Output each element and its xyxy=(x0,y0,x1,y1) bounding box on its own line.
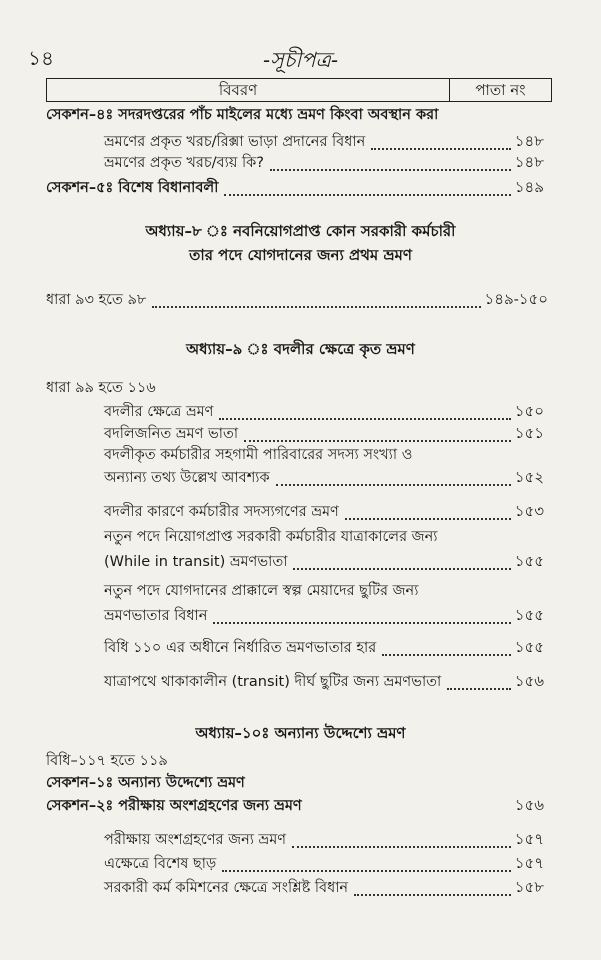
entry-text: বদলিজনিত ভ্রমণ ভাতা xyxy=(104,426,239,442)
entry-page: ১৫৬ xyxy=(514,796,544,814)
dot-leader xyxy=(219,418,510,420)
toc-entry xyxy=(104,604,544,629)
entry-page: ১৫৩ xyxy=(514,502,544,520)
entry-text: ভ্রমণের প্রকৃত খরচ/ব্যয় কি? xyxy=(104,155,264,171)
dot-leader xyxy=(244,440,511,442)
running-head: -সূচীপত্র- xyxy=(262,48,339,72)
entry-page: ১৫০ xyxy=(514,402,544,420)
toc-entry xyxy=(104,636,544,661)
chapter-8-title-line2: তার পদে যোগদানের জন্য প্রথম ভ্রমণ xyxy=(189,246,412,264)
toc-entry xyxy=(104,550,544,575)
entry-text: ভ্রমণের প্রকৃত খরচ/রিক্সা ভাড়া প্রদানের বিধান xyxy=(104,134,366,150)
entry-text-line2: অন্যান্য তথ্য উল্লেখ আবশ্যক xyxy=(104,470,270,486)
page-number: ১৪ xyxy=(28,46,54,70)
dot-leader xyxy=(222,870,511,872)
entry-text: সেকশন–৫ঃ বিশেষ বিধানাবলী xyxy=(46,180,219,196)
entry-page: ১৪৮ xyxy=(514,153,544,171)
dot-leader xyxy=(447,688,510,690)
dot-leader xyxy=(293,568,510,570)
entry-text-line1: নতুন পদে যোগদানের প্রাক্কালে স্বল্প মেয়াদের ছুটির জন্য xyxy=(104,583,419,599)
toc-entry xyxy=(104,670,544,695)
entry-page: ১৫৮ xyxy=(514,878,544,896)
header-page-no: পাতা নং xyxy=(475,81,526,99)
toc-entry xyxy=(104,466,544,491)
toc-entry xyxy=(104,500,544,525)
entry-text: সেকশন–২ঃ পরীক্ষায় অংশগ্রহণের জন্য ভ্রমণ xyxy=(46,798,302,814)
chapter-10-range: বিধি–১১৭ হতে ১১৯ xyxy=(46,753,168,769)
dot-leader xyxy=(292,846,511,848)
toc-header-table xyxy=(46,78,552,102)
entry-page: ১৫৫ xyxy=(514,552,544,570)
entry-text-line1: নতুন পদে নিয়োগপ্রাপ্ত সরকারী কর্মচারীর যাত্রাকালের জন্য xyxy=(104,529,438,545)
dot-leader xyxy=(270,169,511,171)
entry-page: ১৫৬ xyxy=(514,672,544,690)
entry-page: ১৪৯ xyxy=(514,178,544,196)
entry-page: ১৫৭ xyxy=(514,830,544,848)
entry-page: ১৫১ xyxy=(514,424,544,442)
dot-leader xyxy=(345,518,511,520)
entry-page: ১৪৮ xyxy=(514,132,544,150)
dot-leader xyxy=(354,894,511,896)
entry-text: বিধি ১১০ এর অধীনে নির্ধারিত ভ্রমণভাতার হার xyxy=(104,640,377,656)
section-4-title: সেকশন–৪ঃ সদরদপ্তরের পাঁচ মাইলের মধ্যে ভ্রমণ কিংবা অবস্থান করা xyxy=(46,107,439,123)
dot-leader xyxy=(152,306,480,308)
entry-text: ধারা ৯৩ হতে ৯৮ xyxy=(46,292,147,308)
toc-entry xyxy=(104,852,544,877)
toc-entry xyxy=(104,876,544,901)
chapter-10-section-2-entry xyxy=(46,794,544,819)
section-5-entry xyxy=(46,176,544,201)
entry-text-line2: (While in transit) ভ্রমণভাতা xyxy=(104,554,288,570)
chapter-9-title: অধ্যায়–৯ ঃ বদলীর ক্ষেত্রে কৃত ভ্রমণ xyxy=(186,340,415,358)
entry-text: সরকারী কর্ম কমিশনের ক্ষেত্রে সংশ্লিষ্ট বিধান xyxy=(104,880,349,896)
entry-text: বদলীর কারণে কর্মচারীর সদস্যগণের ভ্রমণ xyxy=(104,504,339,520)
entry-text: যাত্রাপথে থাকাকালীন (transit) দীর্ঘ ছুটির জন্য ভ্রমণভাতা xyxy=(104,674,442,690)
entry-page: ১৫৭ xyxy=(514,854,544,872)
entry-page: ১৫৫ xyxy=(514,606,544,624)
entry-text: এক্ষেত্রে বিশেষ ছাড় xyxy=(104,856,217,872)
chapter-8-range-entry xyxy=(46,288,548,313)
entry-page: ১৪৯-১৫০ xyxy=(484,290,548,308)
chapter-9-range: ধারা ৯৯ হতে ১১৬ xyxy=(46,380,156,396)
chapter-8-title-line1: অধ্যায়–৮ ঃ নবনিয়োগপ্রাপ্ত কোন সরকারী কর্মচারী xyxy=(145,222,456,240)
toc-entry xyxy=(104,151,544,176)
entry-text: পরীক্ষায় অংশগ্রহণের জন্য ভ্রমণ xyxy=(104,832,287,848)
dot-leader xyxy=(224,194,510,196)
entry-text: বদলীর ক্ষেত্রে ভ্রমণ xyxy=(104,404,214,420)
header-description: বিবরণ xyxy=(47,79,450,101)
blank-leader xyxy=(308,812,511,814)
dot-leader xyxy=(371,148,511,150)
entry-text-line1: বদলীকৃত কর্মচারীর সহগামী পারিবারের সদস্য সংখ্যা ও xyxy=(104,447,413,463)
chapter-10-title: অধ্যায়–১০ঃ অন্যান্য উদ্দেশ্যে ভ্রমণ xyxy=(195,724,406,742)
entry-text-line2: ভ্রমণভাতার বিধান xyxy=(104,608,208,624)
entry-page: ১৫২ xyxy=(514,468,544,486)
dot-leader xyxy=(382,654,511,656)
chapter-10-section-1: সেকশন–১ঃ অন্যান্য উদ্দেশ্যে ভ্রমণ xyxy=(46,775,245,791)
entry-page: ১৫৫ xyxy=(514,638,544,656)
dot-leader xyxy=(276,484,511,486)
toc-entry xyxy=(104,828,544,853)
dot-leader xyxy=(213,622,510,624)
